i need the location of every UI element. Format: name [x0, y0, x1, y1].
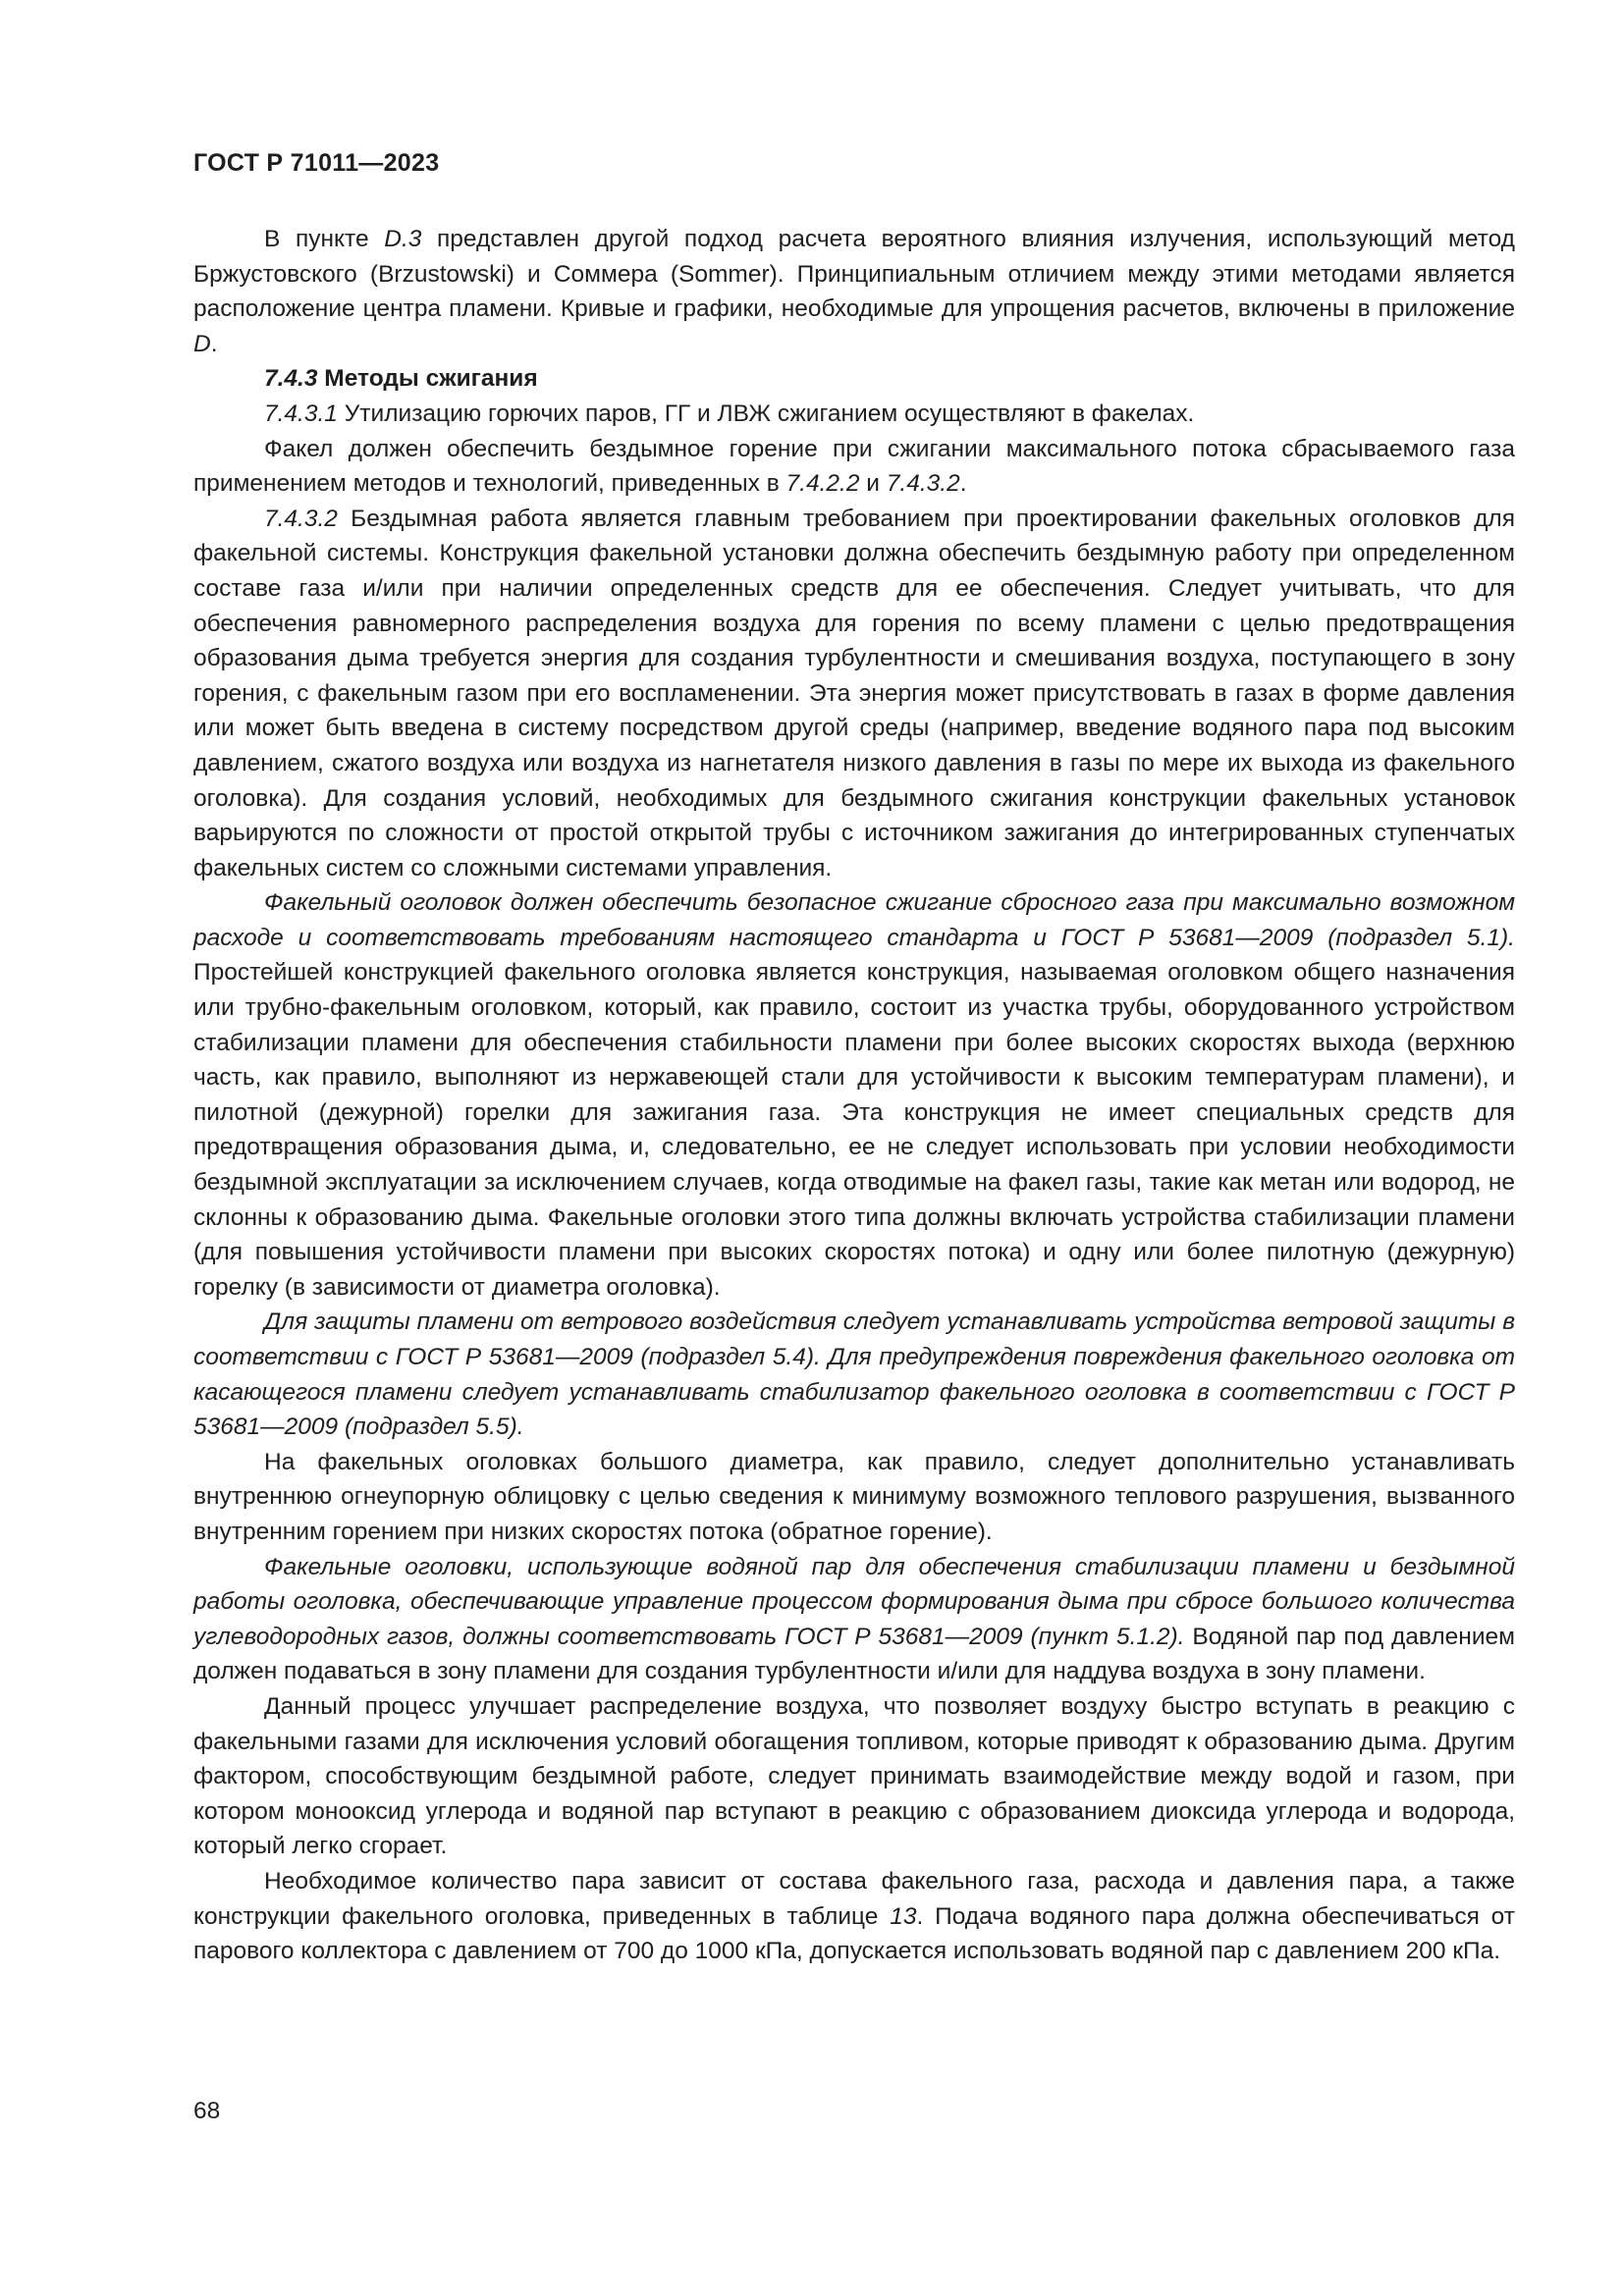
text-run: . — [959, 470, 967, 498]
paragraph-wind-protection — [193, 1305, 1515, 1444]
document-header: ГОСТ Р 71011—2023 — [193, 149, 440, 177]
paragraph-refractory-lining — [193, 1445, 1515, 1550]
section-heading-7-4-3 — [193, 361, 1515, 397]
text-run: В пункте — [264, 226, 385, 252]
text-run: представлен другой подход расчета вероятного влияния излучения, использующий метод Бржустовского (Brzustowski) и Соммера (Sommer). Принципиальным отличием между этими методами является расположение центра пламени. Кривые и графики, необходимые для упрощения расчетов, включены в приложение — [193, 226, 1515, 323]
paragraph-7-4-3-2 — [193, 502, 1515, 886]
text-run: Данный процесс улучшает распределение воздуха, что позволяет воздуху быстро вступать в реакцию с факельными газами для исключения условий обогащения топливом, которые приводят к образованию дыма. Другим фактором, способствующим бездымной работе, следует принимать взаимодействие между водой и газом, при котором монооксид углерода и водяной пар вступают в реакцию с образованием диоксида углерода и водорода, который легко сгорает. — [193, 1692, 1515, 1860]
text-run: . Подача водяного пара должна обеспечиваться от парового коллектора с давлением от 700 до 1000 кПа, допускается использовать водяной пар с давлением 200 кПа. — [193, 1902, 1515, 1965]
text-run: . — [210, 330, 218, 357]
text-run: Методы сжигания — [317, 365, 538, 393]
text-run: Необходимое количество пара зависит от состава факельного газа, расхода и давления пара, а также конструкции факельного оголовка, приведенных в таблице — [193, 1867, 1515, 1930]
text-run: Факел должен обеспечить бездымное горение при сжигании максимального потока сбрасываемого газа применением методов и технологий, приведенных в — [193, 435, 1515, 498]
page-number: 68 — [193, 2098, 221, 2124]
paragraph-smokeless-requirement — [193, 432, 1515, 502]
paragraph-d3-approach — [193, 222, 1515, 361]
paragraph-steam-quantity — [193, 1864, 1515, 1969]
text-run: D — [193, 330, 211, 357]
text-run: 7.4.3.2 — [264, 505, 338, 532]
text-run: 13 — [890, 1902, 917, 1930]
text-run: Утилизацию горючих паров, ГГ и ЛВЖ сжиганием осуществляют в факелах. — [337, 400, 1195, 427]
text-run: 7.4.3.2 — [886, 470, 960, 498]
text-run: Водяной пар под давлением должен подаваться в зону пламени для создания турбулентности и/или для наддува воздуха в зону пламени. — [193, 1623, 1515, 1685]
text-run: 7.4.3 — [264, 365, 318, 393]
text-run: Факельный оголовок должен обеспечить безопасное сжигание сбросного газа при максимально возможном расходе и соответствовать требованиям настоящего стандарта и ГОСТ Р 53681—2009 (подраздел 5.1). — [193, 889, 1515, 951]
paragraph-air-distribution — [193, 1689, 1515, 1864]
paragraph-flare-tip — [193, 885, 1515, 1305]
text-run: 7.4.3.1 — [264, 400, 338, 427]
text-run: 7.4.2.2 — [785, 470, 860, 498]
paragraph-steam-assisted — [193, 1550, 1515, 1689]
text-run: Простейшей конструкцией факельного оголовка является конструкция, называемая оголовком общего назначения или трубно-факельным оголовком, который, как правило, состоит из участка трубы, оборудованного устройством стабилизации пламени для обеспечения стабильности пламени при более высоких скоростях выхода (верхнюю часть, как правило, выполняют из нержавеющей стали для устойчивости к высоким температурам пламени), и пилотной (дежурной) горелки для зажигания газа. Эта конструкция не имеет специальных средств для предотвращения образования дыма, и, следовательно, ее не следует использовать при условии необходимости бездымной эксплуатации за исключением случаев, когда отводимые на факел газы, такие как метан или водород, не склонны к образованию дыма. Факельные оголовки этого типа должны включать устройства стабилизации пламени (для повышения устойчивости пламени при высоких скоростях потока) и одну или более пилотную (дежурную) горелку (в зависимости от диаметра оголовка). — [193, 959, 1515, 1301]
paragraph-7-4-3-1 — [193, 397, 1515, 432]
text-run: D.3 — [384, 226, 422, 252]
text-run: На факельных оголовках большого диаметра, как правило, следует дополнительно устанавливать внутреннюю огнеупорную облицовку с целью сведения к минимуму возможного теплового разрушения, вызванного внутренним горением при низких скоростях потока (обратное горение). — [193, 1448, 1515, 1545]
text-run: Факельные оголовки, использующие водяной пар для обеспечения стабилизации пламени и бездымной работы оголовка, обеспечивающие управление процессом формирования дыма при сбросе большого количества углеводородных газов, должны соответствовать ГОСТ Р 53681—2009 (пункт 5.1.2). — [193, 1553, 1515, 1650]
text-run: и — [859, 470, 887, 498]
body-text — [193, 222, 1515, 1969]
text-run: Бездымная работа является главным требованием при проектировании факельных оголовков для факельной системы. Конструкция факельной установки должна обеспечить бездымную работу при определенном составе газа и/или при наличии определенных средств для ее обеспечения. Следует учитывать, что для обеспечения равномерного распределения воздуха для горения по всему пламени с целью предотвращения образования дыма требуется энергия для создания турбулентности и смешивания воздуха, поступающего в зону горения, с факельным газом при его воспламенении. Эта энергия может присутствовать в газах в форме давления или может быть введена в систему посредством другой среды (например, введение водяного пара под высоким давлением, сжатого воздуха или воздуха из нагнетателя низкого давления в газы по мере их выхода из факельного оголовка). Для создания условий, необходимых для бездымного сжигания конструкции факельных установок варьируются по сложности от простой открытой трубы с источником зажигания до интегрированных ступенчатых факельных систем со сложными системами управления. — [193, 505, 1515, 881]
text-run: Для защиты пламени от ветрового воздействия следует устанавливать устройства ветровой защиты в соответствии с ГОСТ Р 53681—2009 (подраздел 5.4). Для предупреждения повреждения факельного оголовка от касающегося пламени следует устанавливать стабилизатор факельного оголовка в соответствии с ГОСТ Р 53681—2009 (подраздел 5.5). — [193, 1308, 1515, 1441]
